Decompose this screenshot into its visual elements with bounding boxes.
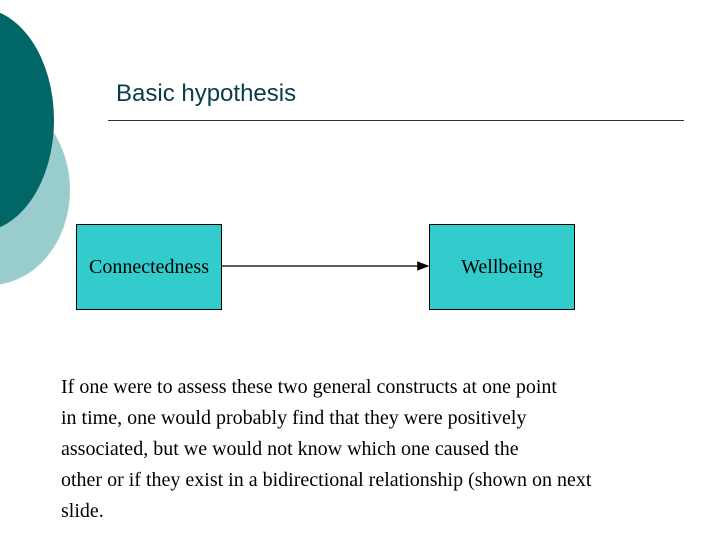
- wellbeing-label: Wellbeing: [461, 255, 543, 278]
- connectedness-label: Connectedness: [89, 255, 209, 278]
- body-line: associated, but we would not know which one caused the: [61, 438, 519, 460]
- wellbeing-box: [429, 224, 575, 310]
- body-line: in time, one would probably find that they were positively: [61, 407, 527, 429]
- body-paragraph: [61, 372, 711, 527]
- slide-title: Basic hypothesis: [116, 80, 297, 107]
- body-line: other or if they exist in a bidirectional relationship (shown on next: [61, 469, 592, 491]
- body-line: slide.: [61, 500, 104, 522]
- body-line: If one were to assess these two general constructs at one point: [61, 376, 557, 398]
- connectedness-box: [76, 224, 222, 310]
